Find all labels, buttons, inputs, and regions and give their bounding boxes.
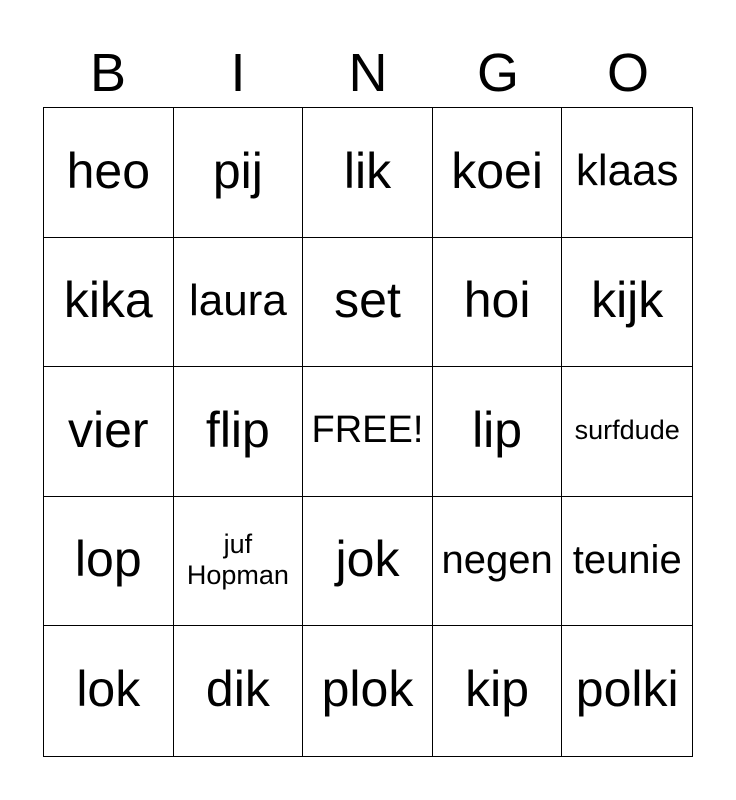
bingo-cell-r2-c3[interactable]: set [303, 238, 433, 368]
bingo-cell-r2-c5[interactable]: kijk [562, 238, 692, 368]
bingo-cell-r1-c2[interactable]: pij [174, 108, 304, 238]
bingo-cell-r1-c5[interactable]: klaas [562, 108, 692, 238]
bingo-cell-r1-c1[interactable]: heo [44, 108, 174, 238]
bingo-cell-r2-c2[interactable]: laura [174, 238, 304, 368]
bingo-cell-r3-c4[interactable]: lip [433, 367, 563, 497]
bingo-cell-r5-c3[interactable]: plok [303, 626, 433, 756]
header-letter-b: B [89, 43, 127, 103]
bingo-cell-r5-c5[interactable]: polki [575, 661, 679, 718]
bingo-cell-r3-c1[interactable]: vier [44, 367, 174, 497]
bingo-cell-r3-c2[interactable]: flip [174, 367, 304, 497]
bingo-cell-r4-c3[interactable]: jok [303, 497, 433, 627]
bingo-header [43, 38, 693, 108]
bingo-cell-r1-c4[interactable]: koei [433, 108, 563, 238]
bingo-cell-r4-c2[interactable]: juf Hopman [174, 497, 304, 627]
header-letter-i: I [230, 43, 246, 103]
header-letter-o: O [606, 43, 649, 103]
bingo-cell-r5-c4[interactable]: kip [433, 626, 563, 756]
bingo-cell-r1-c3[interactable]: lik [303, 108, 433, 238]
bingo-cell-r4-c5[interactable]: teunie [562, 497, 692, 627]
header-letter-g: G [476, 43, 519, 103]
free-space-cell[interactable]: FREE! [303, 367, 433, 497]
header-letter-n: N [348, 43, 388, 103]
bingo-cell-r4-c4[interactable]: negen [433, 497, 563, 627]
bingo-board [43, 107, 693, 757]
bingo-cell-r2-c1[interactable]: kika [44, 238, 174, 368]
bingo-cell-r4-c1[interactable]: lop [44, 497, 174, 627]
bingo-cell-r5-c1[interactable]: lok [44, 626, 174, 756]
bingo-cell-r3-c5[interactable]: surfdude [562, 367, 692, 497]
bingo-cell-r5-c2[interactable]: dik [174, 626, 304, 756]
bingo-cell-r2-c4[interactable]: hoi [433, 238, 563, 368]
